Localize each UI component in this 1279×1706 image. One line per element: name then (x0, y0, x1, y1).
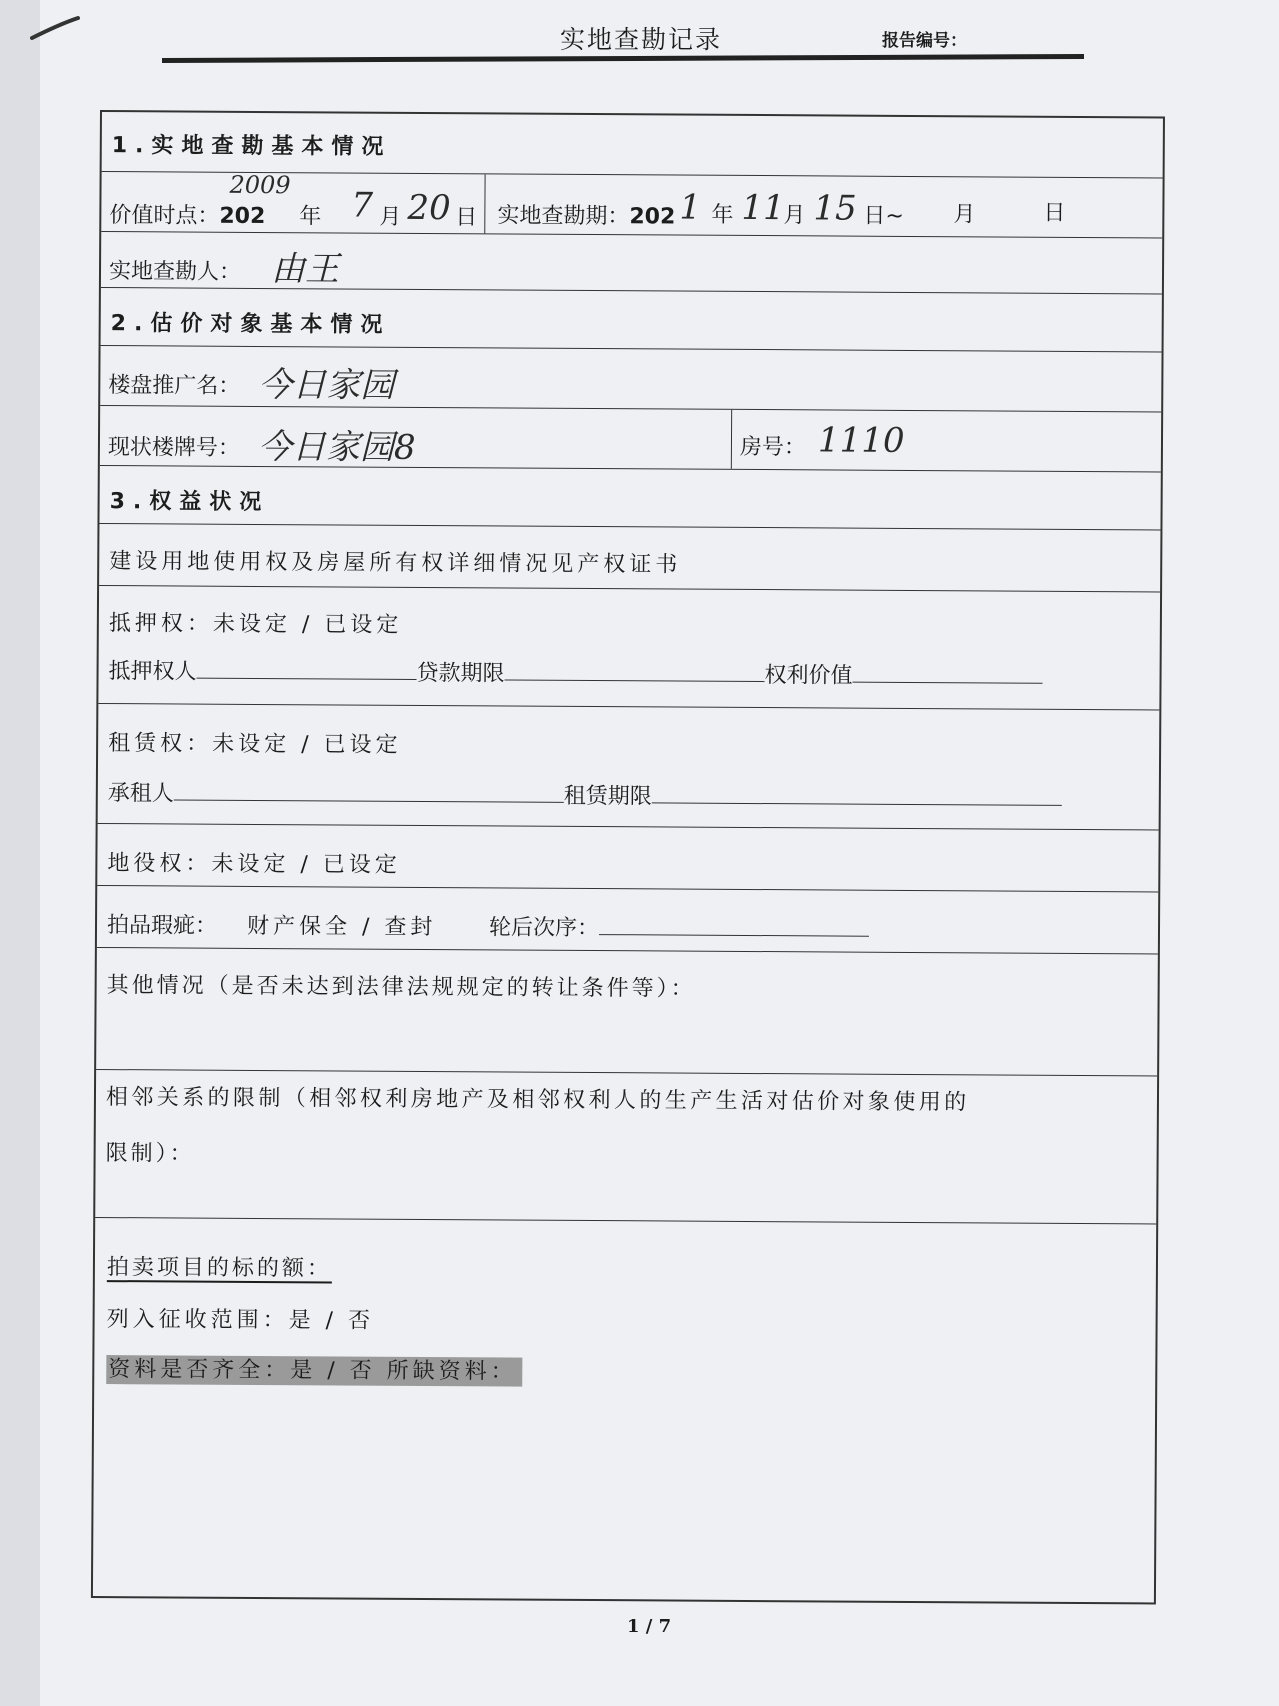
neighbor-label-line-1: 相邻关系的限制（相邻权利房地产及相邻权利人的生产生活对估价对象使用的 (105, 1085, 970, 1116)
project-name-label: 楼盘推广名： (108, 373, 241, 399)
survey-year-char: 年 (711, 202, 734, 228)
inspector-signature: 由王 (270, 249, 340, 290)
mortgage-row (98, 586, 1160, 710)
documents-complete-label: 资料是否齐全：是 / 否 所缺资料： (106, 1352, 523, 1386)
ownership-note: 建设用地使用权及房屋所有权详细情况见产权证书 (109, 549, 682, 578)
value-month-char: 月 (379, 204, 402, 230)
survey-year-digit-handwritten: 1 (679, 187, 702, 228)
survey-period-label: 实地查勘期：202 (497, 203, 676, 230)
order-field: 轮后次序： (489, 910, 869, 943)
mortgage-fields: 抵押权人 贷款期限 权利价值 (108, 654, 1042, 691)
room-divider (731, 410, 732, 469)
building-room-row (100, 406, 1161, 472)
value-year-char: 年 (299, 204, 322, 230)
project-name-value: 今日家园 (258, 364, 395, 406)
other-row (96, 948, 1158, 1076)
value-year-handwritten: 2009 (229, 170, 291, 200)
easement-label: 地役权：未设定 / 已设定 (107, 851, 401, 878)
section-2-heading-row (101, 288, 1162, 352)
defect-options: 财产保全 / 查封 (246, 913, 437, 941)
inspector-label: 实地查勘人： (108, 259, 242, 285)
room-no-label: 房号： (739, 434, 807, 461)
pen-stroke-mark (30, 14, 90, 44)
other-label: 其他情况（是否未达到法律法规规定的转让条件等）： (106, 973, 696, 1002)
value-month-handwritten: 7 (351, 185, 374, 226)
mortgage-label: 抵押权：未设定 / 已设定 (108, 611, 403, 638)
expropriation-label: 列入征收范围：是 / 否 (106, 1307, 375, 1334)
neighbor-label-line-2: 限制）： (105, 1141, 195, 1167)
value-day-char: 日 (455, 205, 478, 231)
document-title: 实地查勘记录 (560, 25, 723, 54)
survey-month-char: 月 (783, 203, 806, 229)
page-number: 1 / 7 (627, 1616, 672, 1637)
building-no-label: 现状楼牌号： (107, 435, 241, 461)
survey-day-handwritten: 15 (813, 188, 857, 229)
survey-day-suffix: 日~ (863, 203, 904, 229)
auction-row (93, 1218, 1156, 1606)
lease-fields: 承租人 租赁期限 (108, 776, 1062, 813)
dates-divider (484, 174, 485, 233)
survey-month-handwritten: 11 (741, 187, 785, 229)
lease-label: 租赁权：未设定 / 已设定 (108, 731, 402, 758)
report-number-label: 报告编号： (882, 31, 967, 51)
building-no-value: 今日家园8 (257, 426, 416, 468)
survey-form-table (91, 110, 1165, 1604)
section-1-heading: 1.实地查勘基本情况 (111, 133, 392, 160)
easement-row (97, 824, 1158, 892)
inspector-row (101, 232, 1162, 294)
ownership-row (99, 524, 1160, 592)
neighbor-row (95, 1070, 1157, 1224)
lease-row (98, 704, 1160, 830)
room-no-value: 1110 (817, 420, 905, 461)
dates-row (101, 172, 1162, 238)
section-3-heading: 3.权益状况 (109, 489, 270, 516)
section-1-heading-row (102, 112, 1163, 178)
section-2-heading: 2.估价对象基本情况 (110, 311, 391, 338)
defect-row (97, 886, 1158, 954)
value-date-label: 价值时点：202 (109, 203, 266, 230)
project-name-row (100, 346, 1161, 412)
survey-end-day-char: 日 (1043, 200, 1066, 226)
value-day-handwritten: 20 (407, 187, 451, 229)
section-3-heading-row (99, 466, 1160, 530)
defect-label: 拍品瑕疵： (106, 913, 218, 939)
survey-end-month-char: 月 (953, 202, 976, 228)
auction-amount-label: 拍卖项目的标的额： (106, 1255, 333, 1282)
